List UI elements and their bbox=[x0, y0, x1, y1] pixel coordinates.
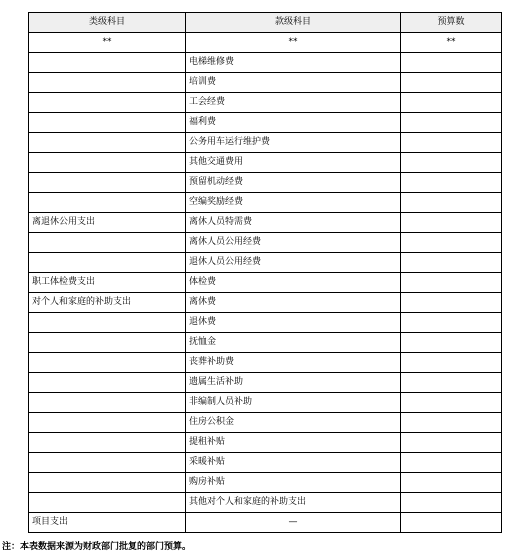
budget-cell bbox=[401, 353, 502, 373]
category-cell bbox=[29, 133, 186, 153]
subcategory-cell: 遗属生活补助 bbox=[186, 373, 401, 393]
category-cell bbox=[29, 393, 186, 413]
subcategory-cell: 住房公积金 bbox=[186, 413, 401, 433]
header-category: 类级科目 bbox=[29, 13, 186, 33]
category-cell bbox=[29, 253, 186, 273]
category-cell bbox=[29, 413, 186, 433]
star-cell: ** bbox=[29, 33, 186, 53]
table-row bbox=[29, 153, 502, 173]
subcategory-cell: 其他对个人和家庭的补助支出 bbox=[186, 493, 401, 513]
table-footnote: 注：本表数据来源为财政部门批复的部门预算。 bbox=[2, 542, 192, 552]
category-cell bbox=[29, 373, 186, 393]
table-row bbox=[29, 393, 502, 413]
budget-cell bbox=[401, 433, 502, 453]
budget-cell bbox=[401, 473, 502, 493]
subcategory-cell: 培训费 bbox=[186, 73, 401, 93]
header-budget: 预算数 bbox=[401, 13, 502, 33]
category-cell bbox=[29, 73, 186, 93]
table-row bbox=[29, 353, 502, 373]
subcategory-cell: 离休人员公用经费 bbox=[186, 233, 401, 253]
category-cell bbox=[29, 173, 186, 193]
subcategory-cell: 丧葬补助费 bbox=[186, 353, 401, 373]
budget-cell bbox=[401, 393, 502, 413]
table-row bbox=[29, 253, 502, 273]
subcategory-cell: 电梯维修费 bbox=[186, 53, 401, 73]
subcategory-cell: 提租补贴 bbox=[186, 433, 401, 453]
budget-cell bbox=[401, 193, 502, 213]
table-row bbox=[29, 473, 502, 493]
table-row bbox=[29, 433, 502, 453]
budget-cell bbox=[401, 293, 502, 313]
star-cell: ** bbox=[401, 33, 502, 53]
budget-cell bbox=[401, 253, 502, 273]
budget-cell bbox=[401, 93, 502, 113]
budget-cell bbox=[401, 273, 502, 293]
subcategory-cell: 公务用车运行维护费 bbox=[186, 133, 401, 153]
subcategory-cell: 购房补贴 bbox=[186, 473, 401, 493]
subcategory-cell: 退休人员公用经费 bbox=[186, 253, 401, 273]
budget-cell bbox=[401, 73, 502, 93]
table-row bbox=[29, 73, 502, 93]
category-cell bbox=[29, 193, 186, 213]
subcategory-cell: 福利费 bbox=[186, 113, 401, 133]
category-cell bbox=[29, 353, 186, 373]
table-row bbox=[29, 213, 502, 233]
category-cell bbox=[29, 453, 186, 473]
table-row bbox=[29, 413, 502, 433]
subcategory-cell: 非编制人员补助 bbox=[186, 393, 401, 413]
table-row bbox=[29, 173, 502, 193]
star-row bbox=[29, 33, 502, 53]
budget-cell bbox=[401, 213, 502, 233]
table-header-row bbox=[29, 13, 502, 33]
table-row bbox=[29, 133, 502, 153]
budget-cell bbox=[401, 373, 502, 393]
budget-cell bbox=[401, 493, 502, 513]
table-row bbox=[29, 93, 502, 113]
subcategory-cell: 空编奖励经费 bbox=[186, 193, 401, 213]
budget-cell bbox=[401, 513, 502, 533]
table-row bbox=[29, 273, 502, 293]
subcategory-cell: 工会经费 bbox=[186, 93, 401, 113]
budget-cell bbox=[401, 153, 502, 173]
budget-cell bbox=[401, 53, 502, 73]
table-row bbox=[29, 333, 502, 353]
table-row bbox=[29, 513, 502, 533]
subcategory-cell: 离休人员特需费 bbox=[186, 213, 401, 233]
budget-cell bbox=[401, 333, 502, 353]
category-cell bbox=[29, 313, 186, 333]
category-cell bbox=[29, 493, 186, 513]
budget-cell bbox=[401, 313, 502, 333]
budget-cell bbox=[401, 113, 502, 133]
table-row bbox=[29, 373, 502, 393]
budget-cell bbox=[401, 413, 502, 433]
subcategory-cell: — bbox=[186, 513, 401, 533]
budget-table bbox=[28, 12, 502, 533]
category-cell bbox=[29, 53, 186, 73]
table-row bbox=[29, 113, 502, 133]
table-row bbox=[29, 233, 502, 253]
star-cell: ** bbox=[186, 33, 401, 53]
budget-cell bbox=[401, 173, 502, 193]
table-row bbox=[29, 53, 502, 73]
budget-cell bbox=[401, 233, 502, 253]
subcategory-cell: 体检费 bbox=[186, 273, 401, 293]
table-row bbox=[29, 493, 502, 513]
table-row bbox=[29, 193, 502, 213]
subcategory-cell: 离休费 bbox=[186, 293, 401, 313]
category-cell bbox=[29, 93, 186, 113]
budget-cell bbox=[401, 453, 502, 473]
subcategory-cell: 抚恤金 bbox=[186, 333, 401, 353]
category-cell bbox=[29, 433, 186, 453]
header-subcategory: 款级科目 bbox=[186, 13, 401, 33]
category-cell: 对个人和家庭的补助支出 bbox=[29, 293, 186, 313]
budget-cell bbox=[401, 133, 502, 153]
category-cell: 离退休公用支出 bbox=[29, 213, 186, 233]
subcategory-cell: 采暖补贴 bbox=[186, 453, 401, 473]
category-cell bbox=[29, 473, 186, 493]
table-row bbox=[29, 293, 502, 313]
category-cell: 项目支出 bbox=[29, 513, 186, 533]
table-row bbox=[29, 313, 502, 333]
category-cell bbox=[29, 113, 186, 133]
category-cell bbox=[29, 333, 186, 353]
category-cell: 职工体检费支出 bbox=[29, 273, 186, 293]
subcategory-cell: 退休费 bbox=[186, 313, 401, 333]
subcategory-cell: 预留机动经费 bbox=[186, 173, 401, 193]
category-cell bbox=[29, 233, 186, 253]
table-row bbox=[29, 453, 502, 473]
subcategory-cell: 其他交通费用 bbox=[186, 153, 401, 173]
category-cell bbox=[29, 153, 186, 173]
